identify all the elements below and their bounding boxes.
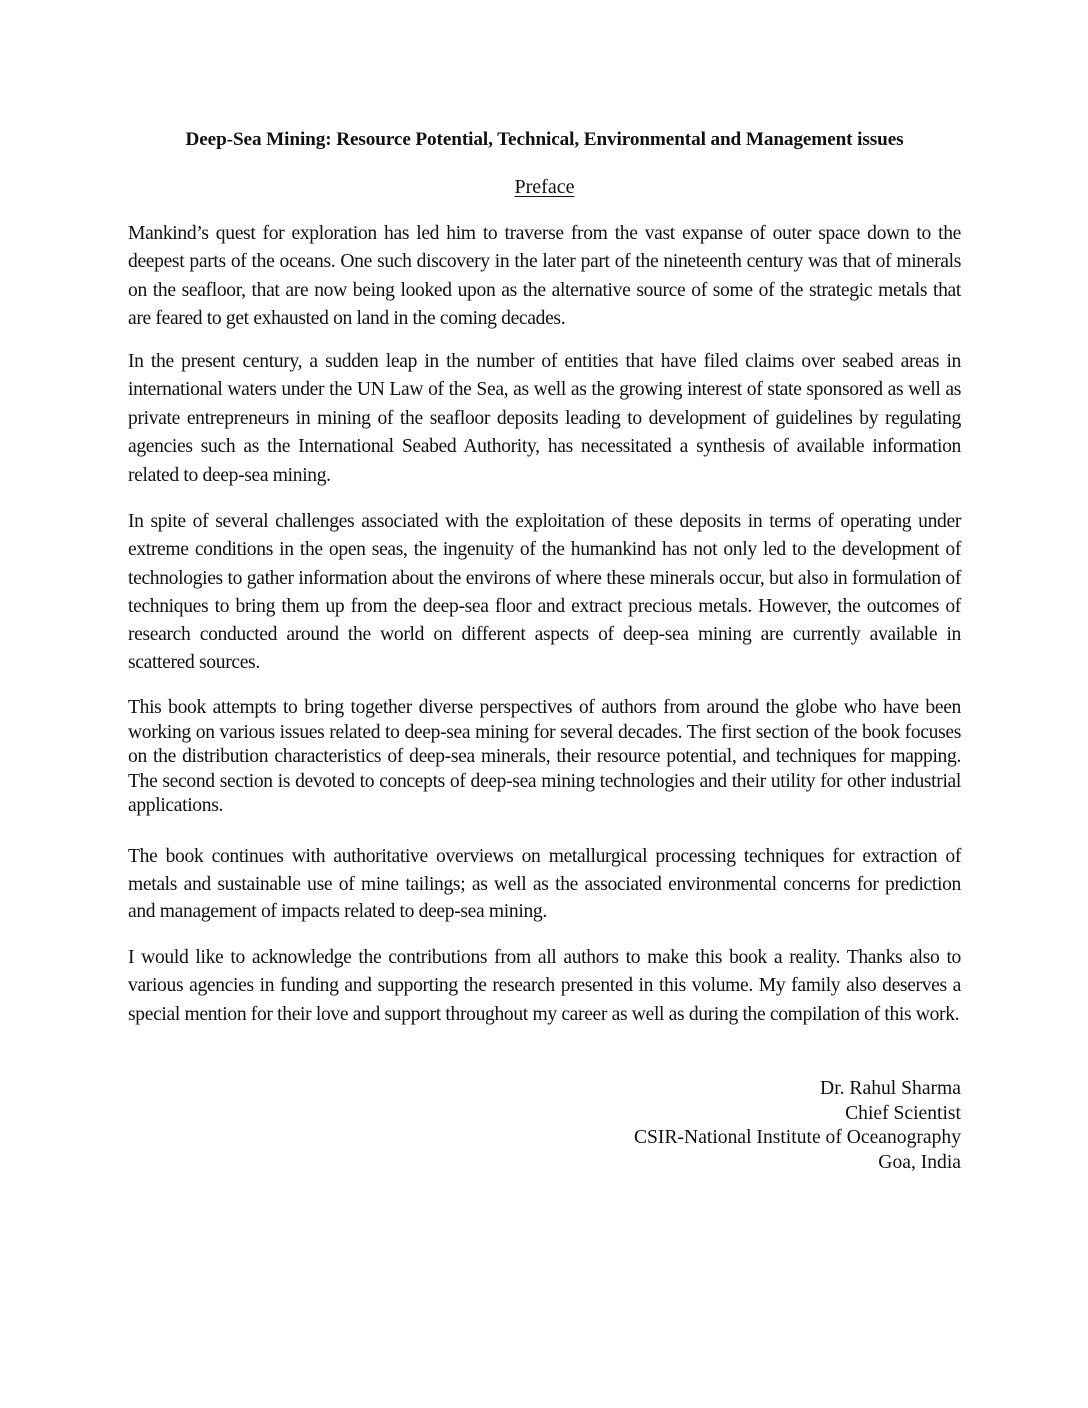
preface-paragraph-3: In spite of several challenges associated with the exploitation of these deposits in terms of operating under extreme conditions in the open seas, the ingenuity of the humankind has not only led to the development of technologies to gather information about the environs of where these minerals occur, but also in formulation of techniques to bring them up from the deep-sea floor and extract precious metals. However, the outcomes of research conducted around the world on different aspects of deep-sea mining are currently available in scattered sources. [128, 511, 961, 674]
preface-paragraph-4: This book attempts to bring together diverse perspectives of authors from around the globe who have been working on various issues related to deep-sea mining for several decades. The first section of the book focuses on the distribution characteristics of deep-sea minerals, their resource potential, and techniques for mapping. The second section is devoted to concepts of deep-sea mining technologies and their utility for other industrial applications. [128, 697, 961, 817]
preface-paragraph-5: The book continues with authoritative overviews on metallurgical processing techniques for extraction of metals and sustainable use of mine tailings; as well as the associated environmental concerns for prediction and management of impacts related to deep-sea mining. [128, 846, 961, 923]
section-heading-container [128, 174, 961, 200]
signature-name: Dr. Rahul Sharma [820, 1078, 961, 1099]
document-title: Deep-Sea Mining: Resource Potential, Technical, Environmental and Management issues [185, 129, 904, 150]
signature-institution: CSIR-National Institute of Oceanography [633, 1127, 961, 1149]
signature-location: Goa, India [878, 1151, 961, 1173]
signature-position: Chief Scientist [845, 1102, 961, 1124]
section-heading: Preface [514, 176, 575, 198]
preface-paragraph-6: I would like to acknowledge the contributions from all authors to make this book a reality. Thanks also to various agencies in funding and supporting the research presented in this volume. My family also deserves a special mention for their love and support throughout my career as well as during the compilation of this work. [128, 947, 961, 1025]
signature-block [128, 1077, 961, 1175]
preface-paragraph-2: In the present century, a sudden leap in the number of entities that have filed claims over seabed areas in international waters under the UN Law of the Sea, as well as the growing interest of state sponsored as well as private entrepreneurs in mining of the seafloor deposits leading to development of guidelines by regulating agencies such as the International Seabed Authority, has necessitated a synthesis of available information related to deep-sea mining. [128, 351, 961, 486]
preface-paragraph-1: Mankind’s quest for exploration has led him to traverse from the vast expanse of outer space down to the deepest parts of the oceans. One such discovery in the later part of the nineteenth century was that of minerals on the seafloor, that are now being looked upon as the alternative source of some of the strategic metals that are feared to get exhausted on land in the coming decades. [128, 223, 961, 330]
